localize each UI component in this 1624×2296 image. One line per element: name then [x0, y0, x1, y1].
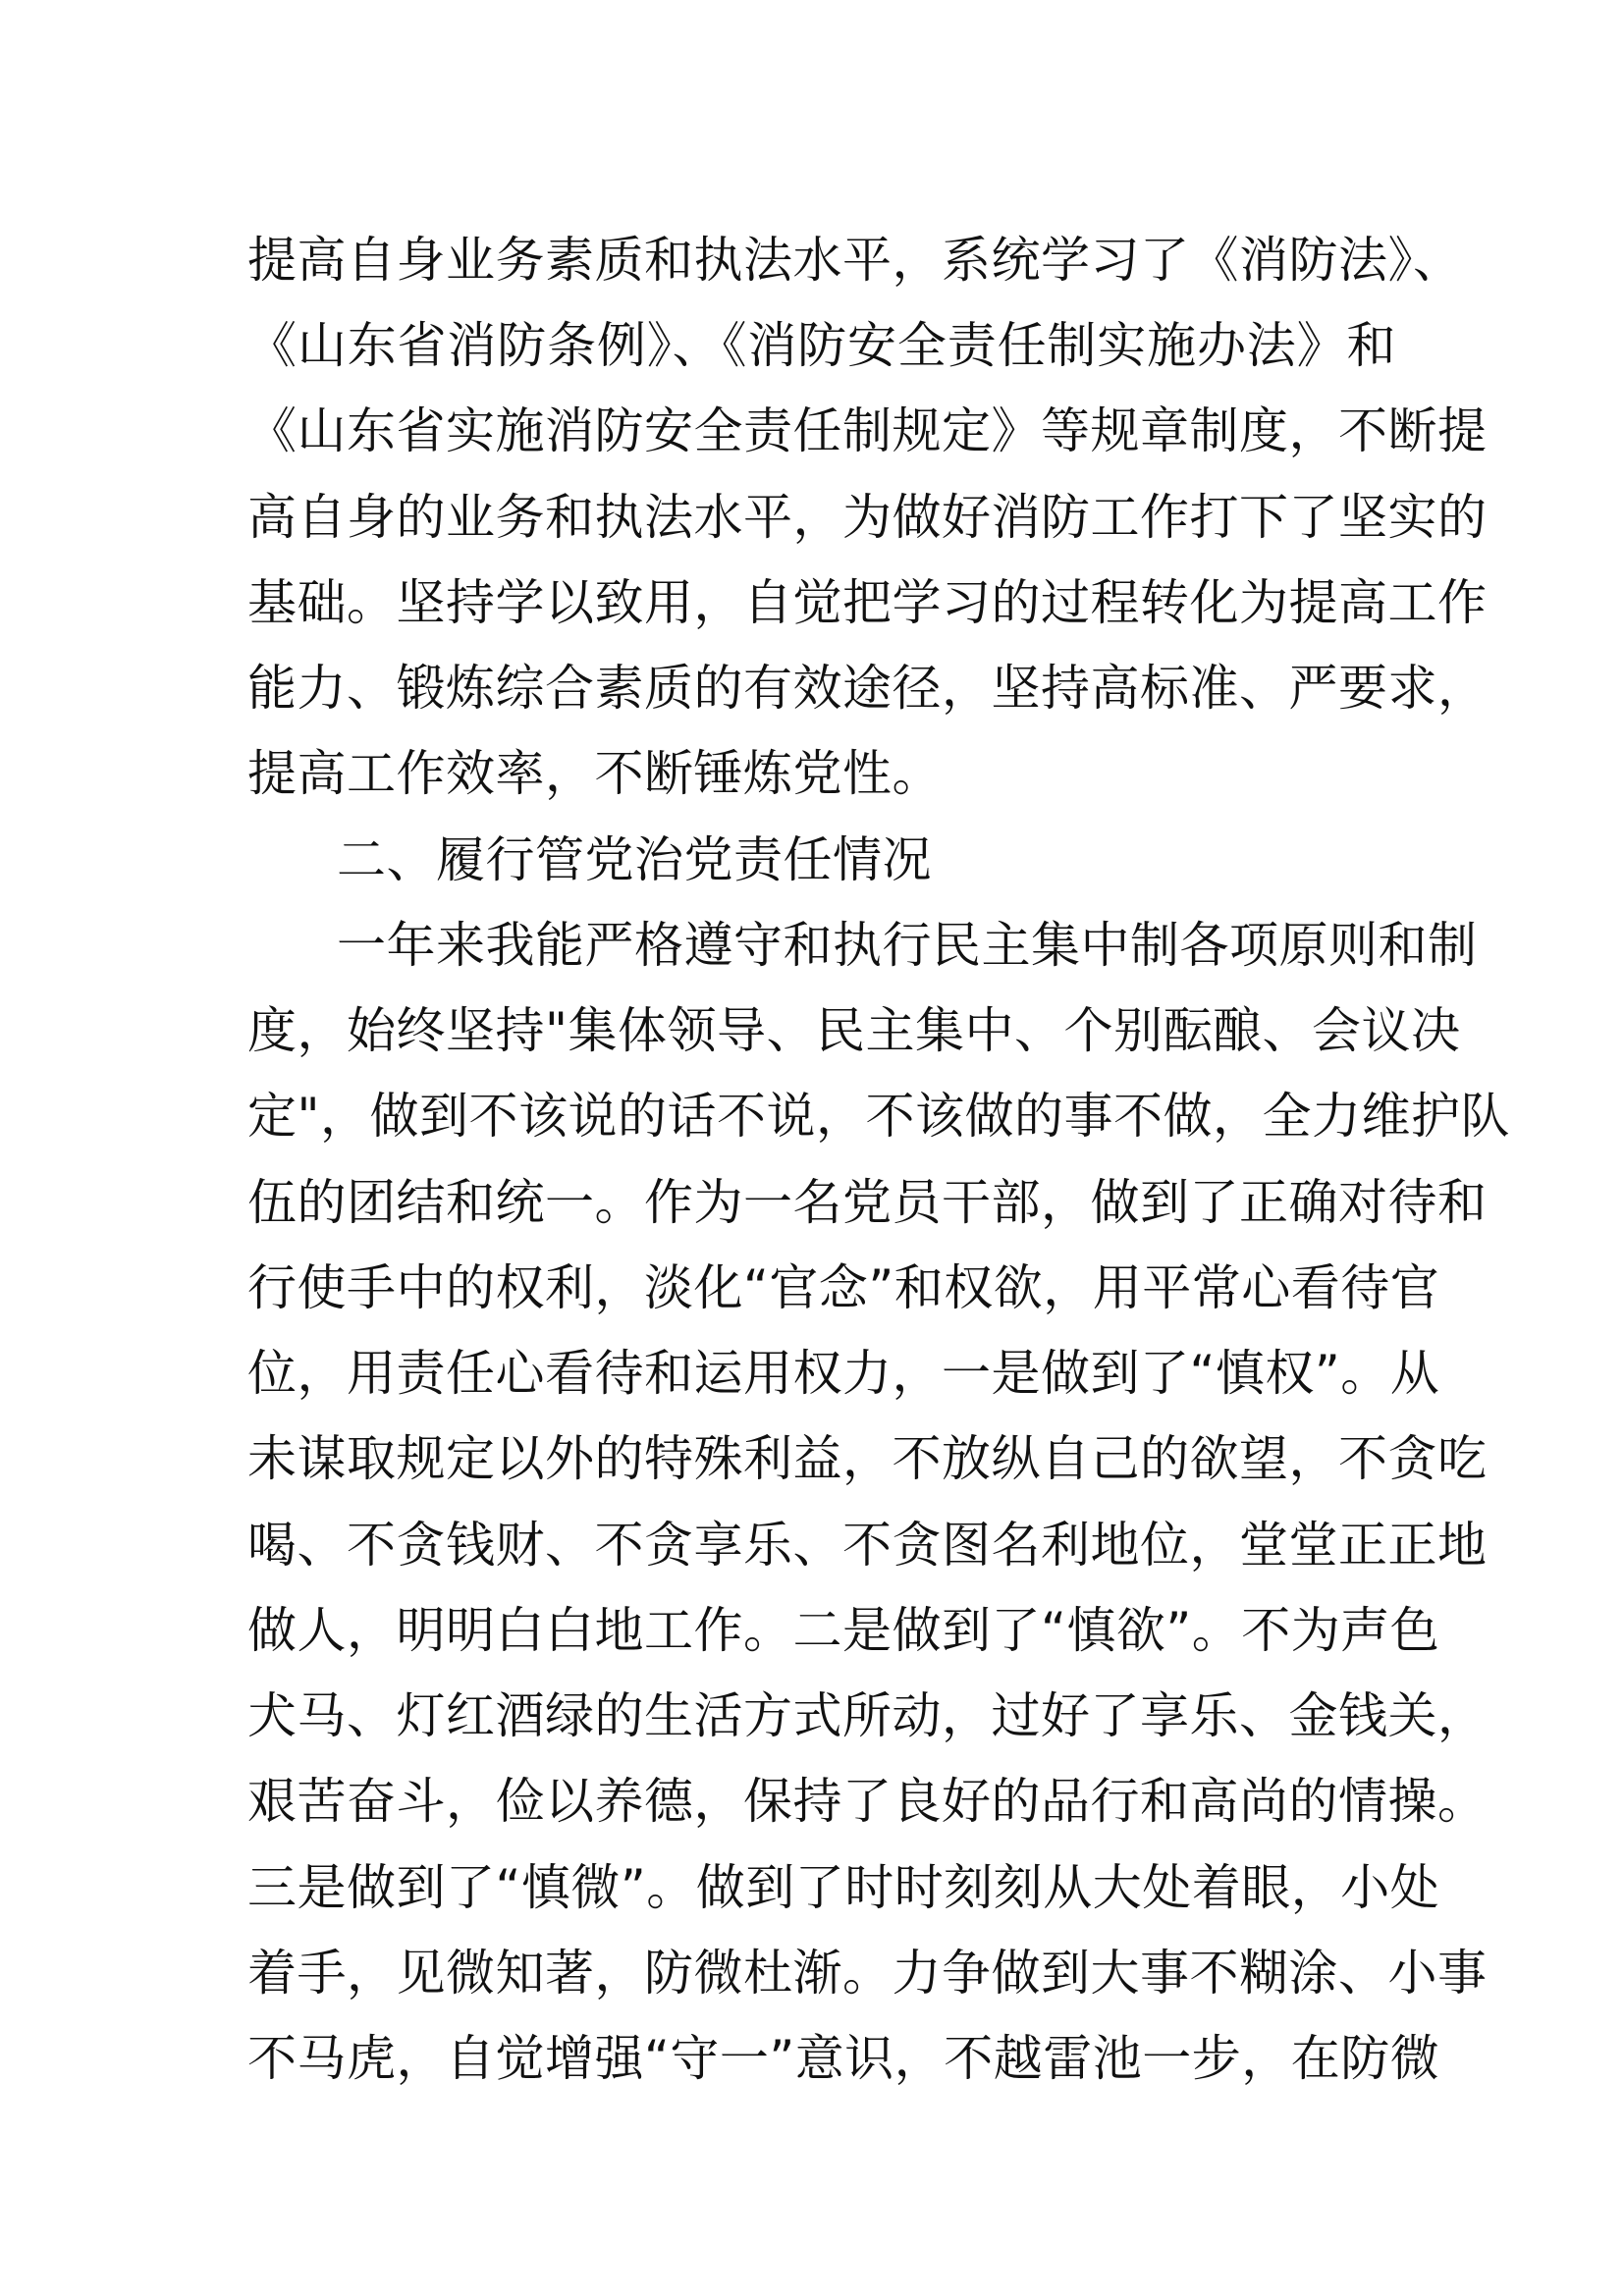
- text-line: 提高工作效率，不断锤炼党性。: [247, 745, 942, 802]
- section-heading: 二、履行管党治党责任情况: [337, 831, 932, 888]
- text-line: 未谋取规定以外的特殊利益，不放纵自己的欲望，不贪吃: [247, 1430, 1488, 1487]
- text-line: 不马虎，自觉增强“守一”意识，不越雷池一步，在防微: [247, 2030, 1440, 2087]
- text-line: 《山东省消防条例》、《消防安全责任制实施办法》和: [247, 317, 1396, 374]
- text-line: 伍的团结和统一。作为一名党员干部，做到了正确对待和: [247, 1174, 1488, 1231]
- text-line: 位，用责任心看待和运用权力，一是做到了“慎权”。从: [247, 1345, 1440, 1402]
- text-line: 能力、锻炼综合素质的有效途径，坚持高标准、严要求，: [247, 660, 1488, 717]
- text-line: 《山东省实施消防安全责任制规定》等规章制度，不断提: [247, 402, 1488, 459]
- text-line: 高自身的业务和执法水平，为做好消防工作打下了坚实的: [247, 489, 1488, 546]
- text-line: 提高自身业务素质和执法水平，系统学习了《消防法》、: [247, 232, 1463, 289]
- text-line: 着手，见微知著，防微杜渐。力争做到大事不糊涂、小事: [247, 1945, 1488, 2002]
- text-line: 一年来我能严格遵守和执行民主集中制各项原则和制: [337, 917, 1478, 974]
- text-line: 喝、不贪钱财、不贪享乐、不贪图名利地位，堂堂正正地: [247, 1517, 1488, 1574]
- text-line: 犬马、灯红酒绿的生活方式所动，过好了享乐、金钱关，: [247, 1687, 1488, 1744]
- text-line: 做人，明明白白地工作。二是做到了“慎欲”。不为声色: [247, 1602, 1440, 1659]
- text-line: 行使手中的权利，淡化“官念”和权欲，用平常心看待官: [247, 1259, 1440, 1316]
- text-line: 三是做到了“慎微”。做到了时时刻刻从大处着眼，小处: [247, 1859, 1440, 1916]
- text-line: 艰苦奋斗，俭以养德，保持了良好的品行和高尚的情操。: [247, 1773, 1488, 1830]
- text-line: 基础。坚持学以致用，自觉把学习的过程转化为提高工作: [247, 574, 1488, 631]
- text-line: 度，始终坚持"集体领导、民主集中、个别酝酿、会议决: [247, 1002, 1461, 1059]
- text-line: 定"，做到不该说的话不说，不该做的事不做，全力维护队: [247, 1088, 1510, 1145]
